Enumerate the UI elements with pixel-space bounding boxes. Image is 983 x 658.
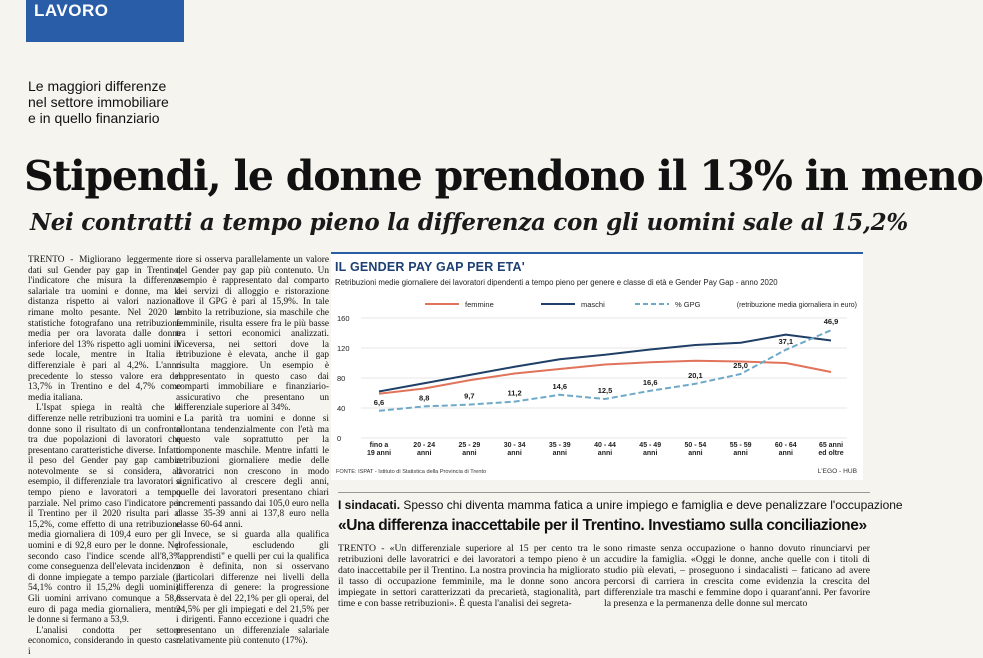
- subheadline: Nei contratti a tempo pieno la differenza con gli uomini sale al 15,2%: [30, 209, 908, 236]
- gpg-data-label: 9,7: [464, 391, 475, 401]
- sidebar-quote: «Una differenza inaccettabile per il Trentino. Investiamo sulla conciliazione»: [338, 517, 867, 534]
- kicker-line: e in quello finanziario: [28, 110, 160, 126]
- gender-pay-gap-chart: [331, 252, 863, 480]
- kicker: [28, 78, 208, 126]
- legend-label: % GPG: [675, 300, 701, 309]
- gpg-data-label: 25,0: [733, 361, 748, 370]
- x-tick-label: 65 anni: [818, 442, 844, 449]
- gpg-data-label: 16,6: [642, 377, 658, 387]
- y-tick-label: 40: [337, 404, 346, 413]
- x-tick-label: 30 - 34: [503, 442, 526, 449]
- deck-lead: I sindacati.: [338, 498, 401, 512]
- x-tick-label: anni: [462, 450, 477, 457]
- paragraph: TRENTO - Migliorano leggermente i dati sul Gender pay gap in Trentino, l'indicatore che misura la differenza salariale tra uomini e donne, ma la distanza rispetto ai valori nazionali rimane molto pesante. Nel 2020 le statistiche fotografano una retribuzione media per ora lavorata dalle donne inferiore del 13% rispetto agli uomini in sede locale, mentre in Italia il differenziale è pari al 4,2%. L'anno precedente lo stesso valore era del 13,7% in Trentino e del 4,7% come media italiana.: [28, 255, 181, 403]
- article-column-1: [28, 255, 181, 657]
- chart-plot: [331, 254, 863, 482]
- x-tick-label: 50 - 54: [684, 442, 707, 449]
- section-label: LAVORO: [34, 1, 109, 20]
- x-tick-label: 40 - 44: [594, 442, 616, 449]
- paragraph: Invece, se si guarda alla qualifica professionale, escludendo gli "apprendisti" e quelli per cui la qualifica non è definita, non si osservano particolari differenze nei livelli della differenza di genere: la progressione osservata è del 22,1% per gli operai, del 24,5% per gli impiegati e del 21,5% per i dirigenti. Fanno eccezione i quadri che presentano un differenziale salariale relativamente più contenuto (17%).: [176, 530, 329, 647]
- unit-note: (retribuzione media giornaliera in euro): [736, 302, 857, 309]
- x-tick-label: 45 - 49: [639, 442, 662, 449]
- x-tick-label: anni: [552, 450, 567, 457]
- gpg-data-label: 12,5: [597, 386, 613, 395]
- y-tick-label: 80: [337, 374, 346, 383]
- gpg-data-label: 6,6: [373, 397, 385, 407]
- kicker-line: nel settore immobiliare: [28, 94, 169, 110]
- x-tick-label: 20 - 24: [413, 442, 436, 449]
- article-column-2: [176, 255, 329, 647]
- chart-title: IL GENDER PAY GAP PER ETA': [335, 260, 525, 274]
- legend-label: femmine: [465, 300, 494, 309]
- gpg-data-label: 20,1: [688, 370, 703, 380]
- divider: [338, 492, 870, 493]
- x-tick-label: anni: [778, 450, 793, 457]
- x-tick-label: 60 - 64: [774, 442, 797, 449]
- legend-label: maschi: [581, 300, 605, 309]
- headline: Stipendi, le donne prendono il 13% in meno: [24, 152, 983, 200]
- x-tick-label: 25 - 29: [458, 442, 481, 449]
- gpg-data-label: 8,8: [418, 393, 430, 403]
- paragraph: L'Ispat spiega in realtà che le differenze nelle retribuzioni tra uomini e donne sono il risultato di un confronto tra due popolazioni di lavoratori che presentano caratteristiche diverse. Infatti il peso del Gender pay gap cambia notevolmente se si considera, ad esempio, il differenziale tra lavoratori a tempo pieno e lavoratori a tempo parziale. Nel primo caso l'indicatore per il Trentino per il 2020 risulta pari al 15,2%, come effetto di una retribuzione media giornaliera di 109,4 euro per gli uomini e di 92,8 euro per le donne. Nel secondo caso l'indice scende all'8,3% come conseguenza dell'elevata incidenza di donne impiegate a tempo parziale (il 54,1% contro il 15,2% degli uomini). Gli uomini arrivano comunque a 58,8 euro di paga media giornaliera, mentre le donne si fermano a 53,9.: [28, 403, 181, 626]
- x-tick-label: anni: [507, 450, 522, 457]
- sidebar-deck: [338, 497, 903, 513]
- x-tick-label: fino a: [369, 442, 389, 449]
- x-tick-label: 35 - 39: [548, 442, 571, 449]
- y-tick-label: 120: [337, 344, 350, 353]
- series-line-gpg: [379, 330, 831, 411]
- y-tick-label: 0: [337, 434, 342, 443]
- y-tick-label: 160: [337, 314, 350, 323]
- x-tick-label: anni: [733, 450, 748, 457]
- sidebar-column-1: TRENTO - «Un differenziale superiore al 15 per cento tra le retribuzioni delle lavoratrici e dei lavoratori a tempo pieno è un dato inaccettabile per il Trentino. La nostra provincia ha migliorato il tasso di occupazione femminile, ma le donne sono ancora impiegate in settori caratterizzati da precarietà, stagionalità, part time e con basse retribuzioni». È questa l'analisi dei segreta-: [338, 543, 600, 609]
- deck-text: Spesso chi diventa mamma fatica a unire impiego e famiglia e deve penalizzare l'occupazione: [403, 498, 903, 512]
- chart-source: FONTE: ISPAT - Istituto di Statistica della Provincia di Trento: [336, 469, 487, 475]
- section-tag: [26, 0, 184, 42]
- x-tick-label: anni: [643, 450, 658, 457]
- chart-credit: L'EGO - HUB: [817, 468, 857, 475]
- paragraph: nore si osserva parallelamente un valore del Gender pay gap più contenuto. Un esempio è rappresentato dal comparto dei servizi di alloggio e ristorazione dove il GPG è pari al 15,9%. In tale ambito la retribuzione, sia maschile che femminile, risulta essere fra le più basse tra i settori economici analizzati. Viceversa, nei settori dove la retribuzione è elevata, anche il gap risulta maggiore. Un esempio è rappresentato in questo caso dai comparti immobiliare e finanziario-assicurativo che presentano un differenziale superiore al 34%.: [176, 255, 329, 414]
- gpg-data-label: 14,6: [552, 381, 568, 391]
- x-tick-label: anni: [417, 450, 432, 457]
- x-tick-label: anni: [597, 450, 613, 457]
- x-tick-label: ed oltre: [818, 450, 844, 457]
- gpg-data-label: 37,1: [778, 336, 794, 346]
- paragraph: L'analisi condotta per settore economico, considerando in questo caso i: [28, 625, 181, 657]
- x-tick-label: 55 - 59: [729, 442, 752, 449]
- gpg-data-label: 11,2: [507, 388, 522, 398]
- paragraph: La parità tra uomini e donne si allontana tendenzialmente con l'età ma questo vale soprattutto per la componente maschile. Mentre infatti le retribuzioni giornaliere medie delle lavoratrici non crescono in modo significativo al crescere degli anni, quelle dei lavoratori presentano chiari incrementi passando dai 105,0 euro nella classe 35-39 anni ai 137,8 euro nella classe 60-64 anni.: [176, 413, 329, 530]
- chart-subtitle: Retribuzioni medie giornaliere dei lavoratori dipendenti a tempo pieno per genere e classe di età e Gender Pay Gap - anno 2020: [335, 278, 778, 287]
- sidebar-column-2: sono rimaste senza occupazione o hanno dovuto rinunciarvi per accudire la famiglia. «Oggi le donne, anche quelle con i titoli di studio più elevati, – proseguono i sindacalisti – faticano ad avere percorsi di carriera in crescita come evidenzia la crescita del differenziale tra maschi e femmine dopo i quarant'anni. Per favorire la presenza e la permanenza delle donne sul mercato: [604, 543, 870, 609]
- gpg-data-label: 46,9: [823, 317, 839, 327]
- x-tick-label: 19 anni: [366, 450, 392, 457]
- x-tick-label: anni: [688, 450, 703, 457]
- kicker-line: Le maggiori differenze: [28, 78, 167, 94]
